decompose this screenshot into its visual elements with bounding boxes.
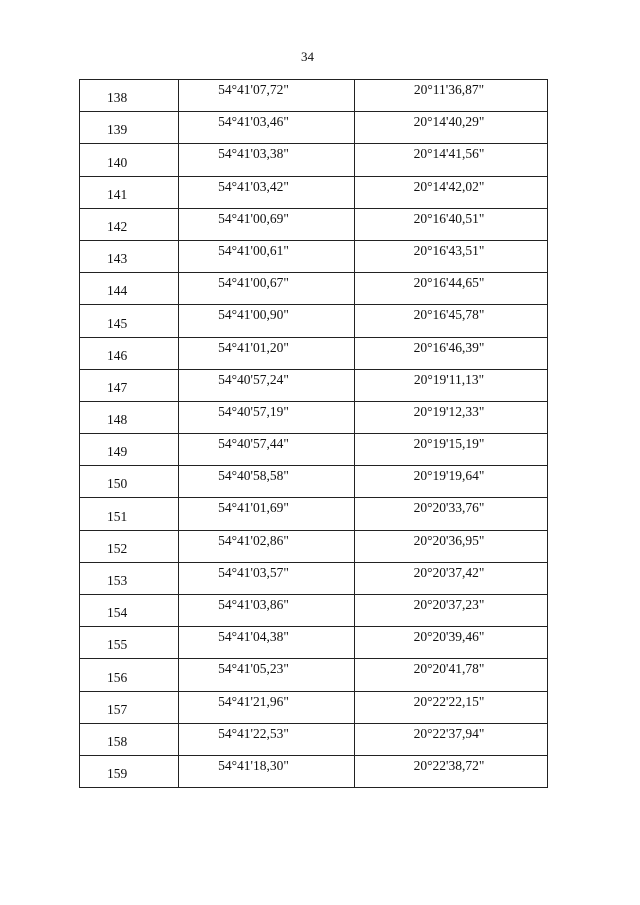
table-row [80,434,548,466]
page-number: 34 [301,49,314,64]
latitude-cell: 54°41'00,61" [179,240,355,272]
point-number-cell: 154 [80,595,179,627]
longitude-cell: 20°19'11,13" [355,369,548,401]
latitude-cell: 54°41'18,30" [179,755,355,787]
longitude-cell: 20°11'36,87" [355,80,548,112]
table-row [80,723,548,755]
longitude-cell: 20°20'41,78" [355,659,548,691]
table-row [80,691,548,723]
table-row [80,466,548,498]
point-number-cell: 158 [80,723,179,755]
coordinates-table-body [80,80,548,788]
longitude-cell: 20°16'40,51" [355,208,548,240]
longitude-cell: 20°14'40,29" [355,112,548,144]
latitude-cell: 54°41'00,90" [179,305,355,337]
latitude-cell: 54°41'03,57" [179,562,355,594]
latitude-cell: 54°41'22,53" [179,723,355,755]
latitude-cell: 54°41'03,86" [179,595,355,627]
table-row [80,755,548,787]
point-number-cell: 141 [80,176,179,208]
longitude-cell: 20°20'36,95" [355,530,548,562]
point-number-cell: 142 [80,208,179,240]
longitude-cell: 20°22'22,15" [355,691,548,723]
longitude-cell: 20°20'37,42" [355,562,548,594]
table-row [80,80,548,112]
point-number-cell: 148 [80,401,179,433]
latitude-cell: 54°41'00,69" [179,208,355,240]
latitude-cell: 54°41'00,67" [179,273,355,305]
point-number-cell: 139 [80,112,179,144]
longitude-cell: 20°20'33,76" [355,498,548,530]
table-row [80,562,548,594]
longitude-cell: 20°14'42,02" [355,176,548,208]
table-row [80,305,548,337]
longitude-cell: 20°16'44,65" [355,273,548,305]
point-number-cell: 151 [80,498,179,530]
table-row [80,337,548,369]
point-number-cell: 146 [80,337,179,369]
table-row [80,369,548,401]
latitude-cell: 54°41'03,42" [179,176,355,208]
table-row [80,595,548,627]
point-number-cell: 153 [80,562,179,594]
latitude-cell: 54°40'57,19" [179,401,355,433]
longitude-cell: 20°16'45,78" [355,305,548,337]
point-number-cell: 138 [80,80,179,112]
latitude-cell: 54°40'58,58" [179,466,355,498]
longitude-cell: 20°19'12,33" [355,401,548,433]
table-row [80,240,548,272]
coordinates-table [79,79,548,788]
longitude-cell: 20°16'43,51" [355,240,548,272]
point-number-cell: 143 [80,240,179,272]
longitude-cell: 20°22'38,72" [355,755,548,787]
latitude-cell: 54°40'57,44" [179,434,355,466]
latitude-cell: 54°41'02,86" [179,530,355,562]
table-row [80,627,548,659]
latitude-cell: 54°41'07,72" [179,80,355,112]
point-number-cell: 155 [80,627,179,659]
point-number-cell: 144 [80,273,179,305]
longitude-cell: 20°16'46,39" [355,337,548,369]
point-number-cell: 152 [80,530,179,562]
point-number-cell: 156 [80,659,179,691]
longitude-cell: 20°20'37,23" [355,595,548,627]
point-number-cell: 149 [80,434,179,466]
table-row [80,401,548,433]
table-row [80,112,548,144]
latitude-cell: 54°41'04,38" [179,627,355,659]
table-row [80,144,548,176]
table-row [80,659,548,691]
table-row [80,208,548,240]
latitude-cell: 54°41'03,38" [179,144,355,176]
table-row [80,530,548,562]
latitude-cell: 54°40'57,24" [179,369,355,401]
table-row [80,273,548,305]
point-number-cell: 157 [80,691,179,723]
latitude-cell: 54°41'05,23" [179,659,355,691]
latitude-cell: 54°41'03,46" [179,112,355,144]
latitude-cell: 54°41'21,96" [179,691,355,723]
point-number-cell: 150 [80,466,179,498]
longitude-cell: 20°14'41,56" [355,144,548,176]
latitude-cell: 54°41'01,20" [179,337,355,369]
longitude-cell: 20°22'37,94" [355,723,548,755]
latitude-cell: 54°41'01,69" [179,498,355,530]
point-number-cell: 145 [80,305,179,337]
point-number-cell: 159 [80,755,179,787]
point-number-cell: 140 [80,144,179,176]
longitude-cell: 20°20'39,46" [355,627,548,659]
table-row [80,176,548,208]
longitude-cell: 20°19'19,64" [355,466,548,498]
table-row [80,498,548,530]
longitude-cell: 20°19'15,19" [355,434,548,466]
point-number-cell: 147 [80,369,179,401]
